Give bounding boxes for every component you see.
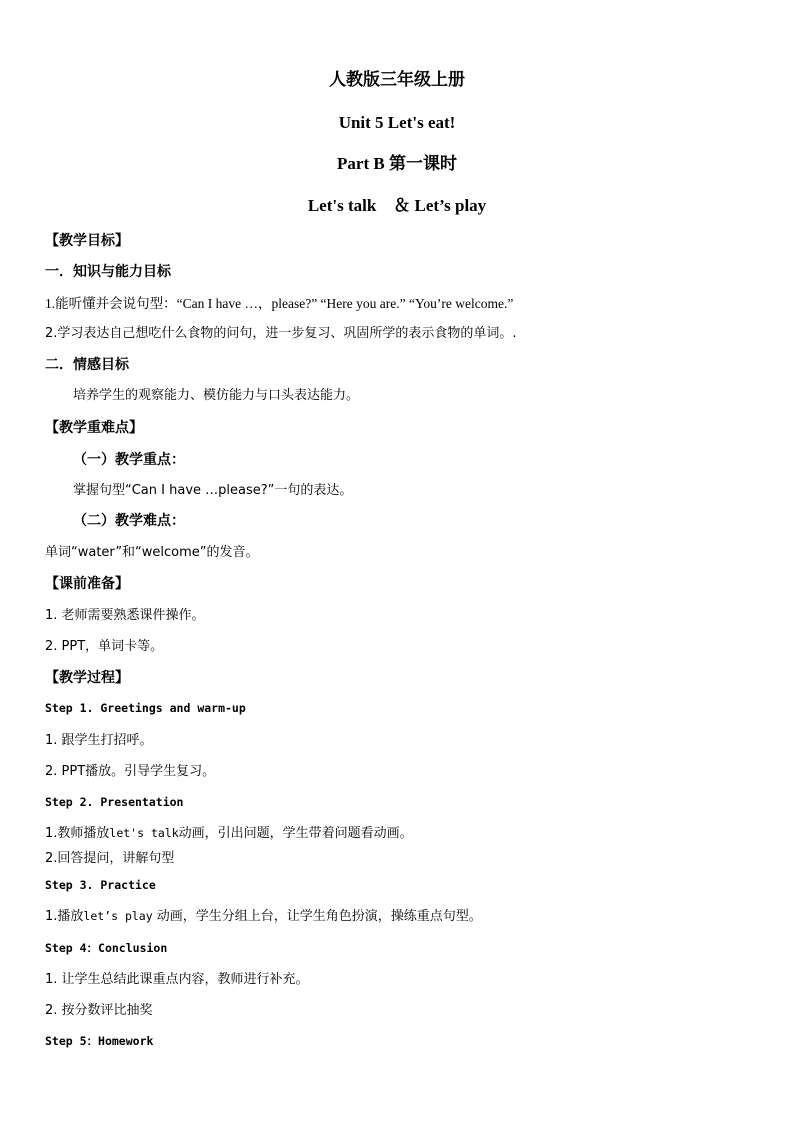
step-3-item-1 (45, 910, 482, 923)
key-points-heading: 【教学重难点】 (45, 420, 143, 436)
step-2-item-1-prefix: 1.教师播放 (45, 826, 110, 841)
step-2-item-1-suffix: 动画，引出问题，学生带着问题看动画。 (178, 826, 413, 841)
step-3-item-1-code: let’s play (83, 909, 153, 923)
step-1-item-2: 2. PPT播放。引导学生复习。 (45, 764, 216, 779)
document-title: 人教版三年级上册 (329, 70, 465, 89)
step-1-heading: Step 1. Greetings and warm-up (45, 701, 246, 715)
step-4-heading: Step 4：Conclusion (45, 941, 168, 955)
unit-title: Unit 5 Let's eat! (338, 113, 456, 132)
step-3-heading: Step 3. Practice (45, 878, 156, 892)
step-1-item-1: 1. 跟学生打招呼。 (45, 733, 153, 748)
step-2-item-1-code: let's talk (109, 826, 179, 840)
process-heading: 【教学过程】 (45, 670, 129, 686)
knowledge-item-2: 2.学习表达自己想吃什么食物的问句，进一步复习、巩固所学的表示食物的单词。. (45, 326, 517, 341)
knowledge-item-1: 1.能听懂并会说句型：“Can I have …，please?” “Here you are.” “You’re welcome.” (45, 296, 514, 311)
step-2-item-1 (45, 827, 413, 840)
difficulty-heading: （二）教学难点： (73, 513, 185, 529)
objectives-heading: 【教学目标】 (45, 233, 129, 249)
emotion-heading: 二．情感目标 (45, 357, 129, 373)
step-5-heading: Step 5：Homework (45, 1034, 154, 1048)
preparation-heading: 【课前准备】 (45, 576, 129, 592)
step-4-item-2: 2. 按分数评比抽奖 (45, 1003, 153, 1018)
emotion-text: 培养学生的观察能力、模仿能力与口头表达能力。 (73, 388, 360, 403)
lesson-title: Let's talk ＆ Let’s play (307, 196, 487, 215)
step-2-heading: Step 2. Presentation (45, 795, 184, 809)
step-4-item-1: 1. 让学生总结此课重点内容，教师进行补充。 (45, 972, 309, 987)
preparation-item-1: 1. 老师需要熟悉课件操作。 (45, 608, 205, 623)
part-title: Part B 第一课时 (337, 154, 457, 173)
focus-heading: （一）教学重点： (73, 452, 185, 468)
focus-text: 掌握句型“Can I have …please?”一句的表达。 (73, 483, 353, 498)
step-3-item-1-suffix: 动画，学生分组上台，让学生角色扮演，操练重点句型。 (152, 909, 482, 924)
difficulty-text: 单词“water”和“welcome”的发音。 (45, 545, 259, 560)
step-2-item-2: 2.回答提问，讲解句型 (45, 851, 175, 866)
knowledge-heading: 一．知识与能力目标 (45, 264, 171, 280)
preparation-item-2: 2. PPT，单词卡等。 (45, 639, 164, 654)
step-3-item-1-prefix: 1.播放 (45, 909, 84, 924)
